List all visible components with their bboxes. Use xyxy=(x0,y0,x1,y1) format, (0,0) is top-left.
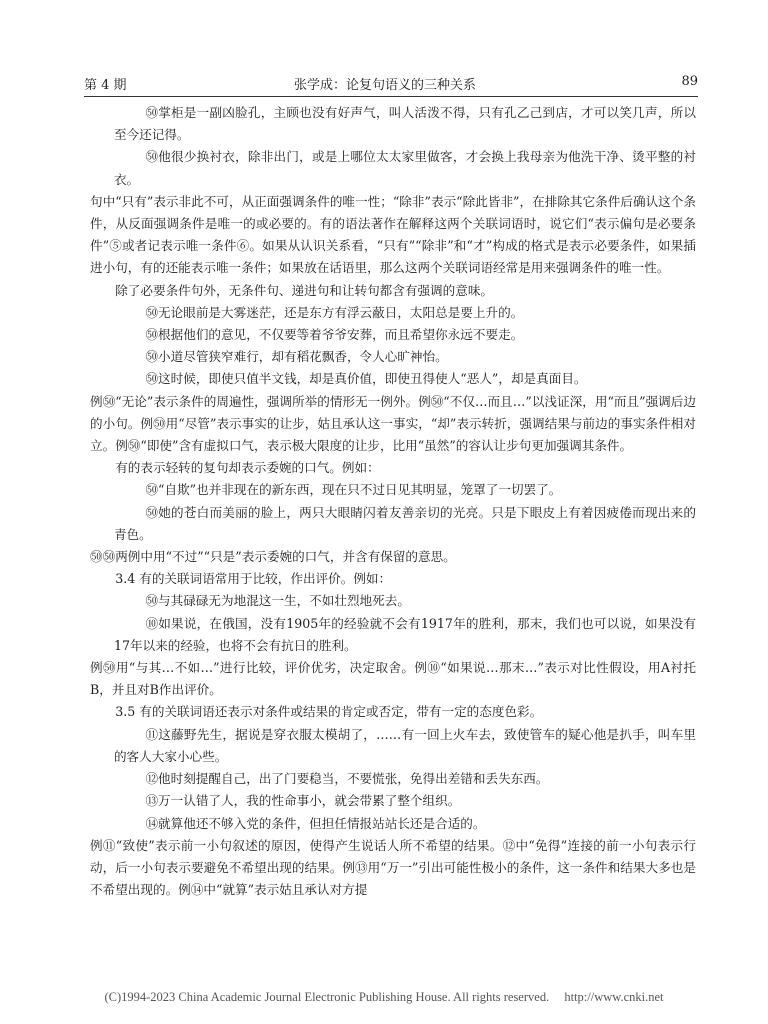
example-sentence: ㊿这时候，即使只值半文钱，却是真价值，即使丑得使人“恶人”，却是真面目。 xyxy=(145,371,587,387)
example-sentence: ㊿她的苍白而美丽的脸上，两只大眼睛闪着友善亲切的光亮。只是下眼皮上有着因疲倦而现出来的青色。 xyxy=(113,504,696,542)
body-paragraph: 3.4 有的关联词语常用于比较，作出评价。例如： xyxy=(115,571,392,587)
body-paragraph: 除了必要条件句外，无条件句、递进句和让转句都含有强调的意味。 xyxy=(115,282,493,298)
running-header xyxy=(84,72,698,97)
example-sentence: ㊿小道尽管狭窄难行，却有稻花飘香，令人心旷神怡。 xyxy=(145,349,448,365)
issue-label: 第 4 期 xyxy=(84,78,127,93)
copyright-text: (C)1994-2023 China Academic Journal Electronic Publishing House. All rights reserved. xyxy=(104,990,550,1004)
article-body xyxy=(90,102,696,901)
cnki-link[interactable]: http://www.cnki.net xyxy=(564,990,664,1004)
page-number: 89 xyxy=(681,74,698,89)
body-paragraph: 例㊿用“与其…不如…”进行比较，评价优劣，决定取舍。例⑩“如果说…那末…”表示对比性假设，用A衬托B，并且对B作出评价。 xyxy=(90,660,696,698)
body-paragraph: 有的表示轻转的复句却表示委婉的口气。例如： xyxy=(115,460,380,476)
body-paragraph: 句中“只有”表示非此不可，从正面强调条件的唯一性；“除非”表示“除此皆非”，在排除其它条件后确认这个条件，从反面强调条件是唯一的或必要的。有的语法著作在解释这两个关联词语时，说它们“表示偏句是必要条件”⑤或者记表示唯一条件⑥。如果从认识关系看，“只有”“除非”和“才”构成的格式是表示必要条件，如果插进小句，有的还能表示唯一条件；如果放在话语里，那么这两个关联词语经常是用来强调条件的唯一性。 xyxy=(90,193,696,276)
example-sentence: ⑪这藤野先生，据说是穿衣服太模胡了，……有一回上火车去，致使管车的疑心他是扒手，叫车里的客人大家小心些。 xyxy=(113,726,696,764)
body-paragraph: 例⑪“致使”表示前一小句叙述的原因，使得产生说话人所不希望的结果。⑫中“免得”连接的前一小句表示行动，后一小句表示要避免不希望出现的结果。例⑬用“万一”引出可能性极小的条件，这一条件和结果大多也是不希望出现的。例⑭中“就算”表示姑且承认对方提 xyxy=(90,837,696,898)
body-paragraph: 3.5 有的关联词语还表示对条件或结果的肯定或否定，带有一定的态度色彩。 xyxy=(115,704,543,720)
example-sentence: ⑭就算他还不够入党的条件，但担任情报站站长还是合适的。 xyxy=(145,815,486,831)
article-title: 张学成：论复句语义的三种关系 xyxy=(294,78,477,93)
body-paragraph: ㊿㊿两例中用“不过”“只是”表示委婉的口气，并含有保留的意思。 xyxy=(90,549,456,565)
example-sentence: ㊿无论眼前是大雾迷茫，还是东方有浮云蔽日，太阳总是要上升的。 xyxy=(145,304,524,320)
example-sentence: ㊿掌柜是一副凶脸孔，主顾也没有好声气，叫人活泼不得，只有孔乙己到店，才可以笑几声，所以至今还记得。 xyxy=(113,105,696,143)
example-sentence: ⑫他时刻提醒自己，出了门要稳当，不要慌张，免得出差错和丢失东西。 xyxy=(145,771,549,787)
example-sentence: ㊿与其碌碌无为地混这一生，不如壮烈地死去。 xyxy=(145,593,410,609)
copyright-footer xyxy=(0,990,768,1005)
body-paragraph: 例㊿“无论”表示条件的周遍性，强调所举的情形无一例外。例㊿“不仅…而且…”以浅证深，用“而且”强调后边的小句。例㊿用“尽管”表示事实的让步，姑且承认这一事实，“却”表示转折，强调结果与前边的事实条件相对立。例㊿“即使”含有虚拟口气，表示极大限度的让步，比用“虽然”的容认让步句更加强调其条件。 xyxy=(90,393,696,454)
example-sentence: ⑬万一认错了人，我的性命事小，就会带累了整个组织。 xyxy=(145,793,461,809)
example-sentence: ⑩如果说，在俄国，没有1905年的经验就不会有1917年的胜利，那末，我们也可以说，如果没有17年以来的经验，也将不会有抗日的胜利。 xyxy=(113,615,696,653)
example-sentence: ㊿根据他们的意见，不仅要等着爷爷安葬，而且希望你永远不要走。 xyxy=(145,327,524,343)
example-sentence: ㊿他很少换衬衣，除非出门，或是上哪位太太家里做客，才会换上我母亲为他洗干净、烫平整的衬衣。 xyxy=(113,149,696,187)
example-sentence: ㊿“自欺”也并非现在的新东西，现在只不过日见其明显，笼罩了一切罢了。 xyxy=(145,482,562,498)
